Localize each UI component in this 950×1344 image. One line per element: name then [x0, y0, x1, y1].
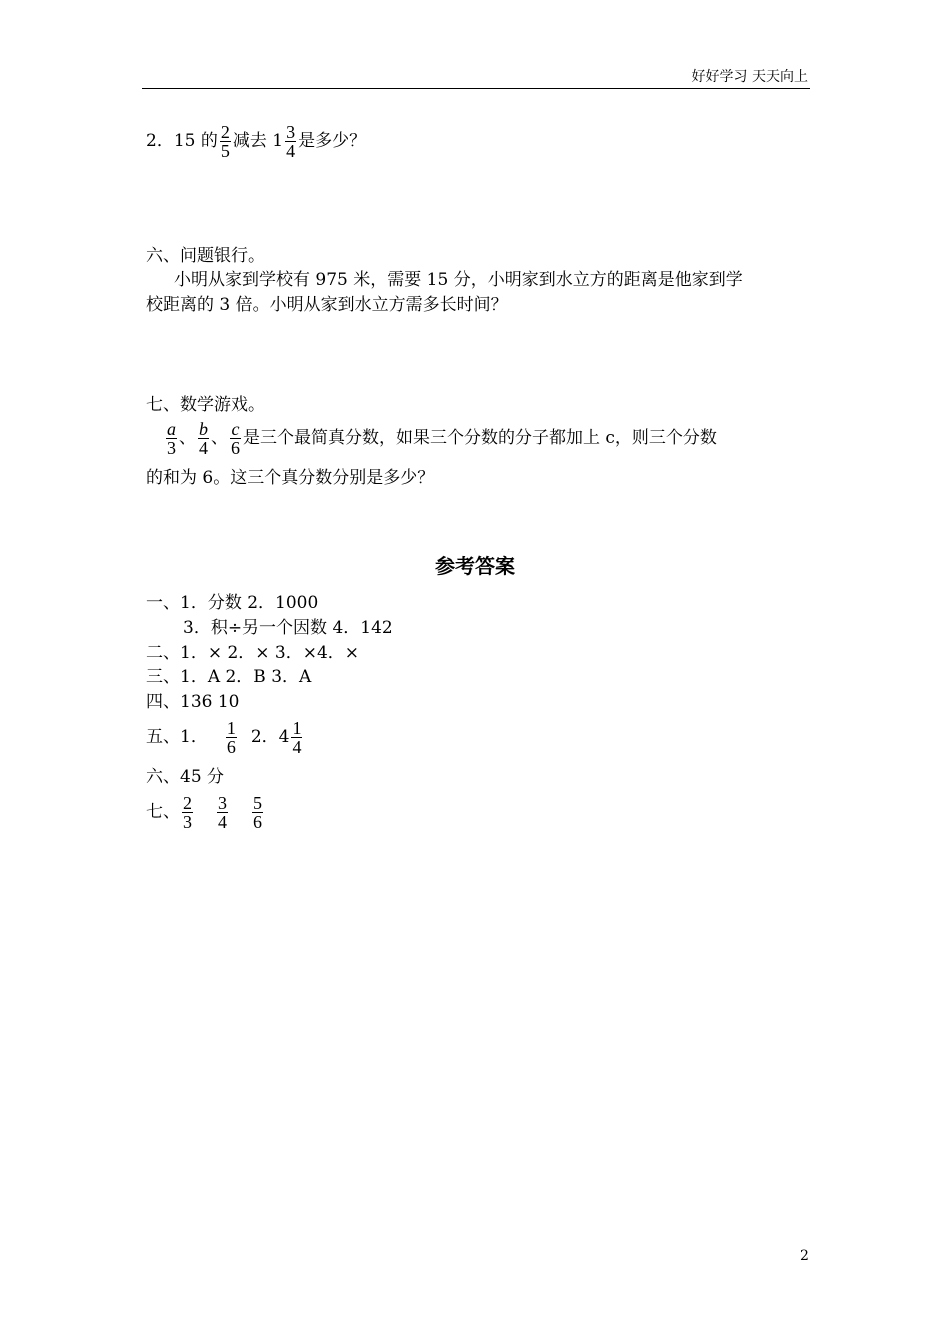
answer-5-mid: 2．4 — [250, 727, 290, 747]
header-slogan: 好好学习 天天向上 — [691, 69, 808, 85]
section-6-heading: 六、问题银行。 — [146, 246, 265, 266]
fraction-3-4: $\frac{3}{4}$ — [286, 122, 296, 161]
answer-row-3: 三、1．A 2．B 3．A — [146, 667, 312, 687]
answer-row-6: 六、45 分 — [146, 767, 225, 787]
answer-7-prefix: 七、 — [146, 802, 180, 822]
section-7-line-1 — [164, 418, 717, 458]
answer-5-prefix: 五、1． — [146, 727, 208, 747]
section-6-line-2: 校距离的 3 倍。小明从家到水立方需多长时间？ — [146, 295, 508, 315]
fraction-b-4: $\frac{b}{4}$ — [199, 419, 208, 458]
fraction-2-3: $\frac{2}{3}$ — [183, 793, 192, 832]
q2-prefix: 2．15 的 — [146, 131, 218, 151]
header-rule — [142, 88, 810, 89]
fraction-c-6: $\frac{c}{6}$ — [231, 419, 240, 458]
q2-mid: 减去 1 — [232, 131, 284, 151]
fraction-1-4: $\frac{1}{4}$ — [292, 718, 302, 757]
fraction-a-3: $\frac{a}{3}$ — [167, 419, 176, 458]
separator: 、 — [211, 428, 228, 448]
section-7-heading: 七、数学游戏。 — [146, 395, 265, 415]
section-6-line-1: 小明从家到学校有 975 米，需要 15 分，小明家到水立方的距离是他家到学 — [174, 270, 743, 290]
section-7-line-2: 的和为 6。这三个真分数分别是多少？ — [146, 468, 435, 488]
page-number: 2 — [800, 1248, 809, 1264]
fraction-5-6: $\frac{5}{6}$ — [253, 793, 262, 832]
answers-title: 参考答案 — [435, 554, 515, 578]
fraction-1-6: $\frac{1}{6}$ — [226, 718, 236, 757]
answer-row-2: 二、1．× 2．× 3．×4．× — [146, 643, 360, 663]
fraction-2-5: $\frac{2}{5}$ — [220, 122, 230, 161]
answer-row-5 — [146, 717, 304, 757]
section-7-line-1-text: 是三个最简真分数，如果三个分数的分子都加上 c，则三个分数 — [243, 428, 717, 448]
answer-row-7 — [146, 792, 263, 832]
answer-row-1: 一、1．分数 2．1000 — [146, 593, 319, 613]
separator: 、 — [179, 428, 196, 448]
fraction-3-4: $\frac{3}{4}$ — [218, 793, 227, 832]
q2-suffix: 是多少？ — [298, 131, 367, 151]
answer-row-4: 四、136 10 — [146, 692, 240, 712]
question-2 — [146, 122, 366, 160]
answer-row-1b: 3．积÷另一个因数 4．142 — [183, 618, 393, 638]
